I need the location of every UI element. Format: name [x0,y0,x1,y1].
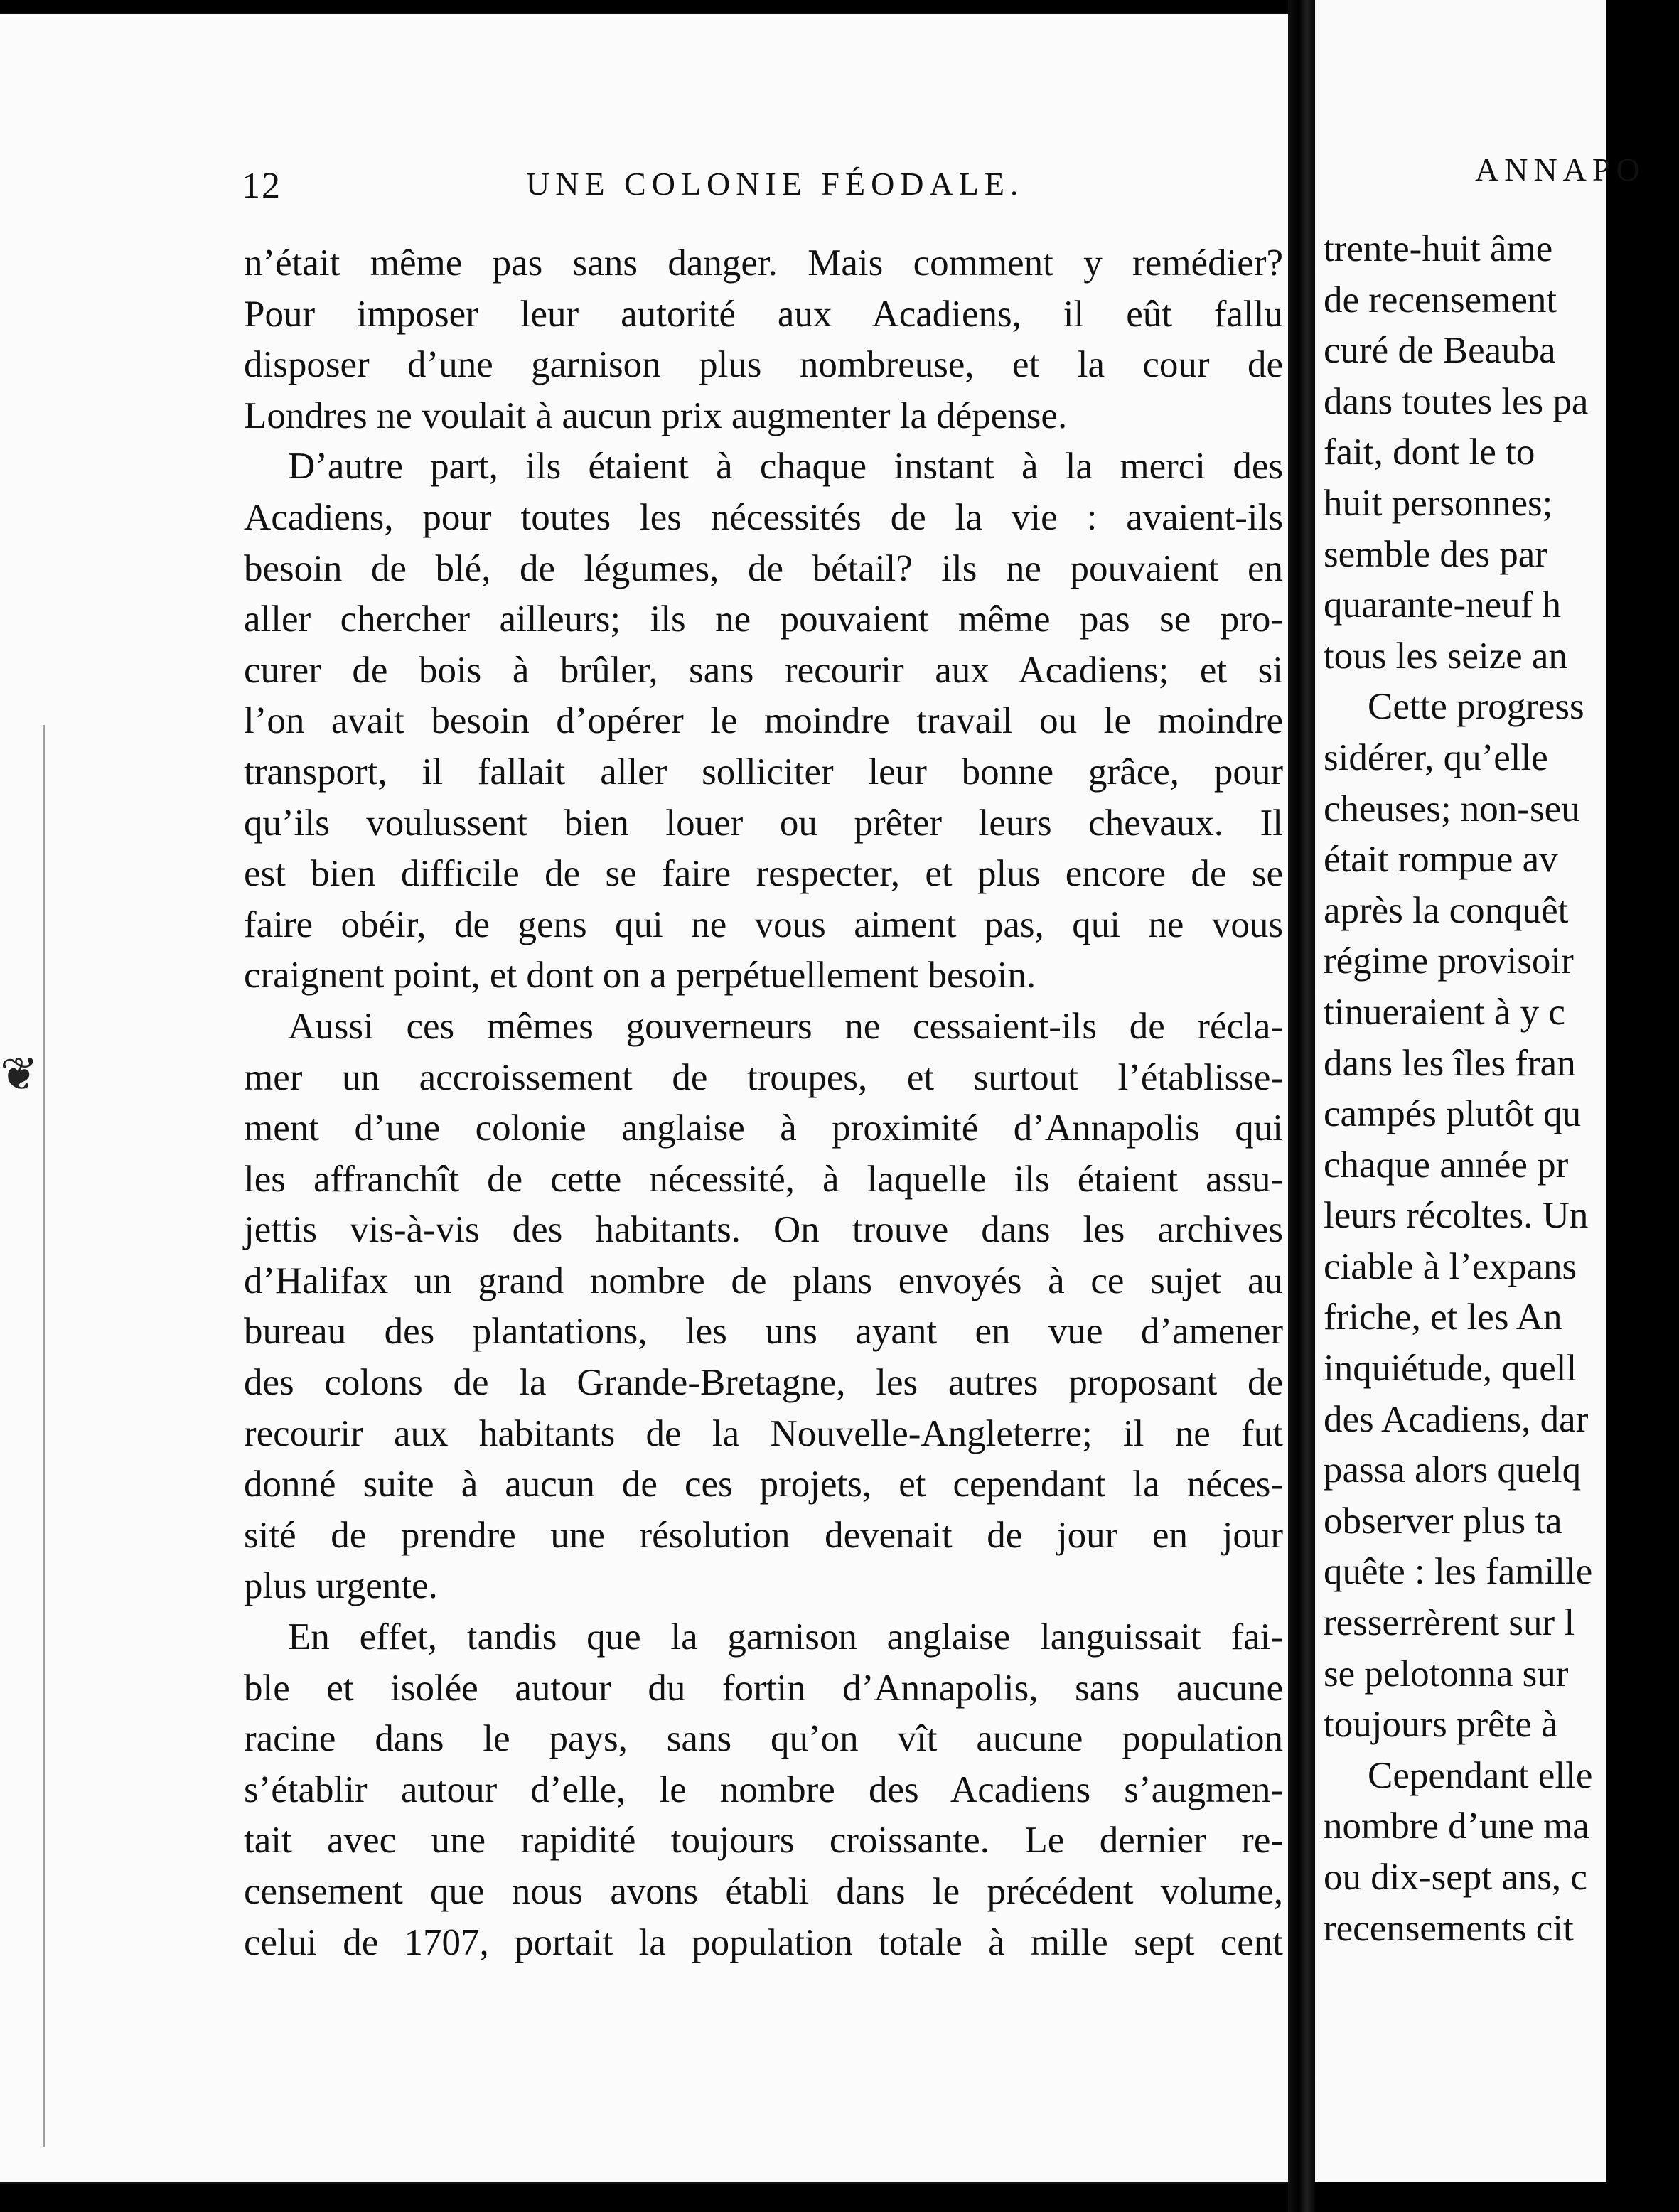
text-line: Pour imposer leur autorité aux Acadiens, il eût fallu [244,293,1283,335]
text-line: après la conquêt [1324,889,1569,931]
text-line: curé de Beauba [1324,330,1556,372]
text-line: des Acadiens, dar [1324,1398,1589,1440]
left-page-header [0,165,1288,208]
page-number: 12 [242,166,281,206]
text-line: recourir aux habitants de la Nouvelle-Angleterre; il ne fut [244,1412,1283,1454]
text-line: de recensement [1324,279,1557,321]
text-line: observer plus ta [1324,1500,1562,1542]
text-line: D’autre part, ils étaient à chaque instant à la merci des [288,446,1283,488]
text-line: plus urgente. [244,1565,438,1607]
text-line: Aussi ces mêmes gouverneurs ne cessaient-ils de récla- [288,1005,1283,1047]
text-line: quarante-neuf h [1324,584,1562,626]
text-line: quête : les famille [1324,1551,1593,1593]
left-page-body [244,238,1283,1968]
text-line: craignent point, et dont on a perpétuellement besoin. [244,955,1036,997]
text-line: trente-huit âme [1324,228,1553,269]
text-line: d’Halifax un grand nombre de plans envoyés à ce sujet au [244,1260,1283,1301]
text-line: nombre d’une ma [1324,1805,1589,1847]
text-line: Acadiens, pour toutes les nécessités de la vie : avaient-ils [244,496,1283,538]
text-line: celui de 1707, portait la population totale à mille sept cent [244,1921,1283,1963]
left-page [0,14,1288,2182]
text-line: était rompue av [1324,839,1558,881]
text-line: censement que nous avons établi dans le précédent volume, [244,1871,1283,1912]
text-line: sité de prendre une résolution devenait de jour en jour [244,1514,1283,1556]
text-line: ciable à l’expans [1324,1245,1577,1287]
text-line: les affranchît de cette nécessité, à laquelle ils étaient assu- [244,1158,1283,1200]
text-line: toujours prête à [1324,1704,1558,1746]
text-line: campés plutôt qu [1324,1093,1582,1135]
text-line: l’on avait besoin d’opérer le moindre travail ou le moindre [244,700,1283,742]
text-line: recensements cit [1324,1907,1574,1949]
text-line: sidérer, qu’elle [1324,736,1548,778]
text-line: aller chercher ailleurs; ils ne pouvaient même pas se pro- [244,598,1283,640]
page-edge-shadow [43,725,45,2147]
text-line: leurs récoltes. Un [1324,1195,1589,1237]
text-line: jettis vis-à-vis des habitants. On trouve dans les archives [244,1209,1283,1251]
text-line: des colons de la Grande-Bretagne, les autres proposant de [244,1362,1283,1404]
text-line: s’établir autour d’elle, le nombre des Acadiens s’augmen- [244,1768,1283,1810]
text-line: régime provisoir [1324,940,1574,982]
right-page-body [1324,224,1679,1954]
text-line: friche, et les An [1324,1296,1562,1338]
text-line: Cette progress [1368,686,1584,728]
text-line: tous les seize an [1324,635,1567,677]
text-line: donné suite à aucun de ces projets, et cependant la néces- [244,1464,1283,1505]
text-line: huit personnes; [1324,482,1553,524]
text-line: chaque année pr [1324,1144,1569,1186]
text-line: besoin de blé, de légumes, de bétail? ils ne pouvaient en [244,547,1283,589]
text-line: semble des par [1324,533,1547,575]
running-title: UNE COLONIE FÉODALE. [526,166,1024,202]
right-running-title: ANNAPO [1475,151,1646,188]
text-line: mer un accroissement de troupes, et surtout l’établisse- [244,1056,1283,1098]
text-line: dans les îles fran [1324,1042,1576,1084]
text-line: tinueraient à y c [1324,991,1565,1033]
text-line: bureau des plantations, les uns ayant en vue d’amener [244,1311,1283,1353]
text-line: racine dans le pays, sans qu’on vît aucune population [244,1718,1283,1760]
text-line: inquiétude, quell [1324,1348,1577,1390]
text-line: faire obéir, de gens qui ne vous aiment pas, qui ne vous [244,903,1283,945]
text-line: resserrèrent sur l [1324,1602,1575,1644]
text-line: ble et isolée autour du fortin d’Annapolis, sans aucune [244,1667,1283,1709]
text-line: transport, il fallait aller solliciter leur bonne grâce, pour [244,751,1283,793]
text-line: En effet, tandis que la garnison anglaise languissait fai- [288,1616,1283,1658]
text-line: tait avec une rapidité toujours croissante. Le dernier re- [244,1820,1283,1862]
text-line: Cependant elle [1368,1754,1593,1796]
text-line: est bien difficile de se faire respecter, et plus encore de se [244,853,1283,895]
book-gutter [1288,0,1315,2212]
text-line: ment d’une colonie anglaise à proximité d’Annapolis qui [244,1107,1283,1149]
text-line: Londres ne voulait à aucun prix augmenter la dépense. [244,394,1068,436]
text-line: cheuses; non-seu [1324,788,1580,830]
text-line: dans toutes les pa [1324,380,1589,422]
text-line: passa alors quelq [1324,1449,1582,1491]
text-line: ou dix-sept ans, c [1324,1857,1587,1898]
text-line: n’était même pas sans danger. Mais comment y remédier? [244,242,1283,284]
text-line: curer de bois à brûler, sans recourir aux Acadiens; et si [244,649,1283,691]
right-page [1315,0,1646,2182]
text-line: disposer d’une garnison plus nombreuse, et la cour de [244,344,1283,386]
text-line: se pelotonna sur [1324,1653,1569,1695]
text-line: fait, dont le to [1324,431,1535,473]
margin-ornament-icon: ❦ [0,1049,38,1100]
text-line: qu’ils voulussent bien louer ou prêter leurs chevaux. Il [244,802,1283,844]
